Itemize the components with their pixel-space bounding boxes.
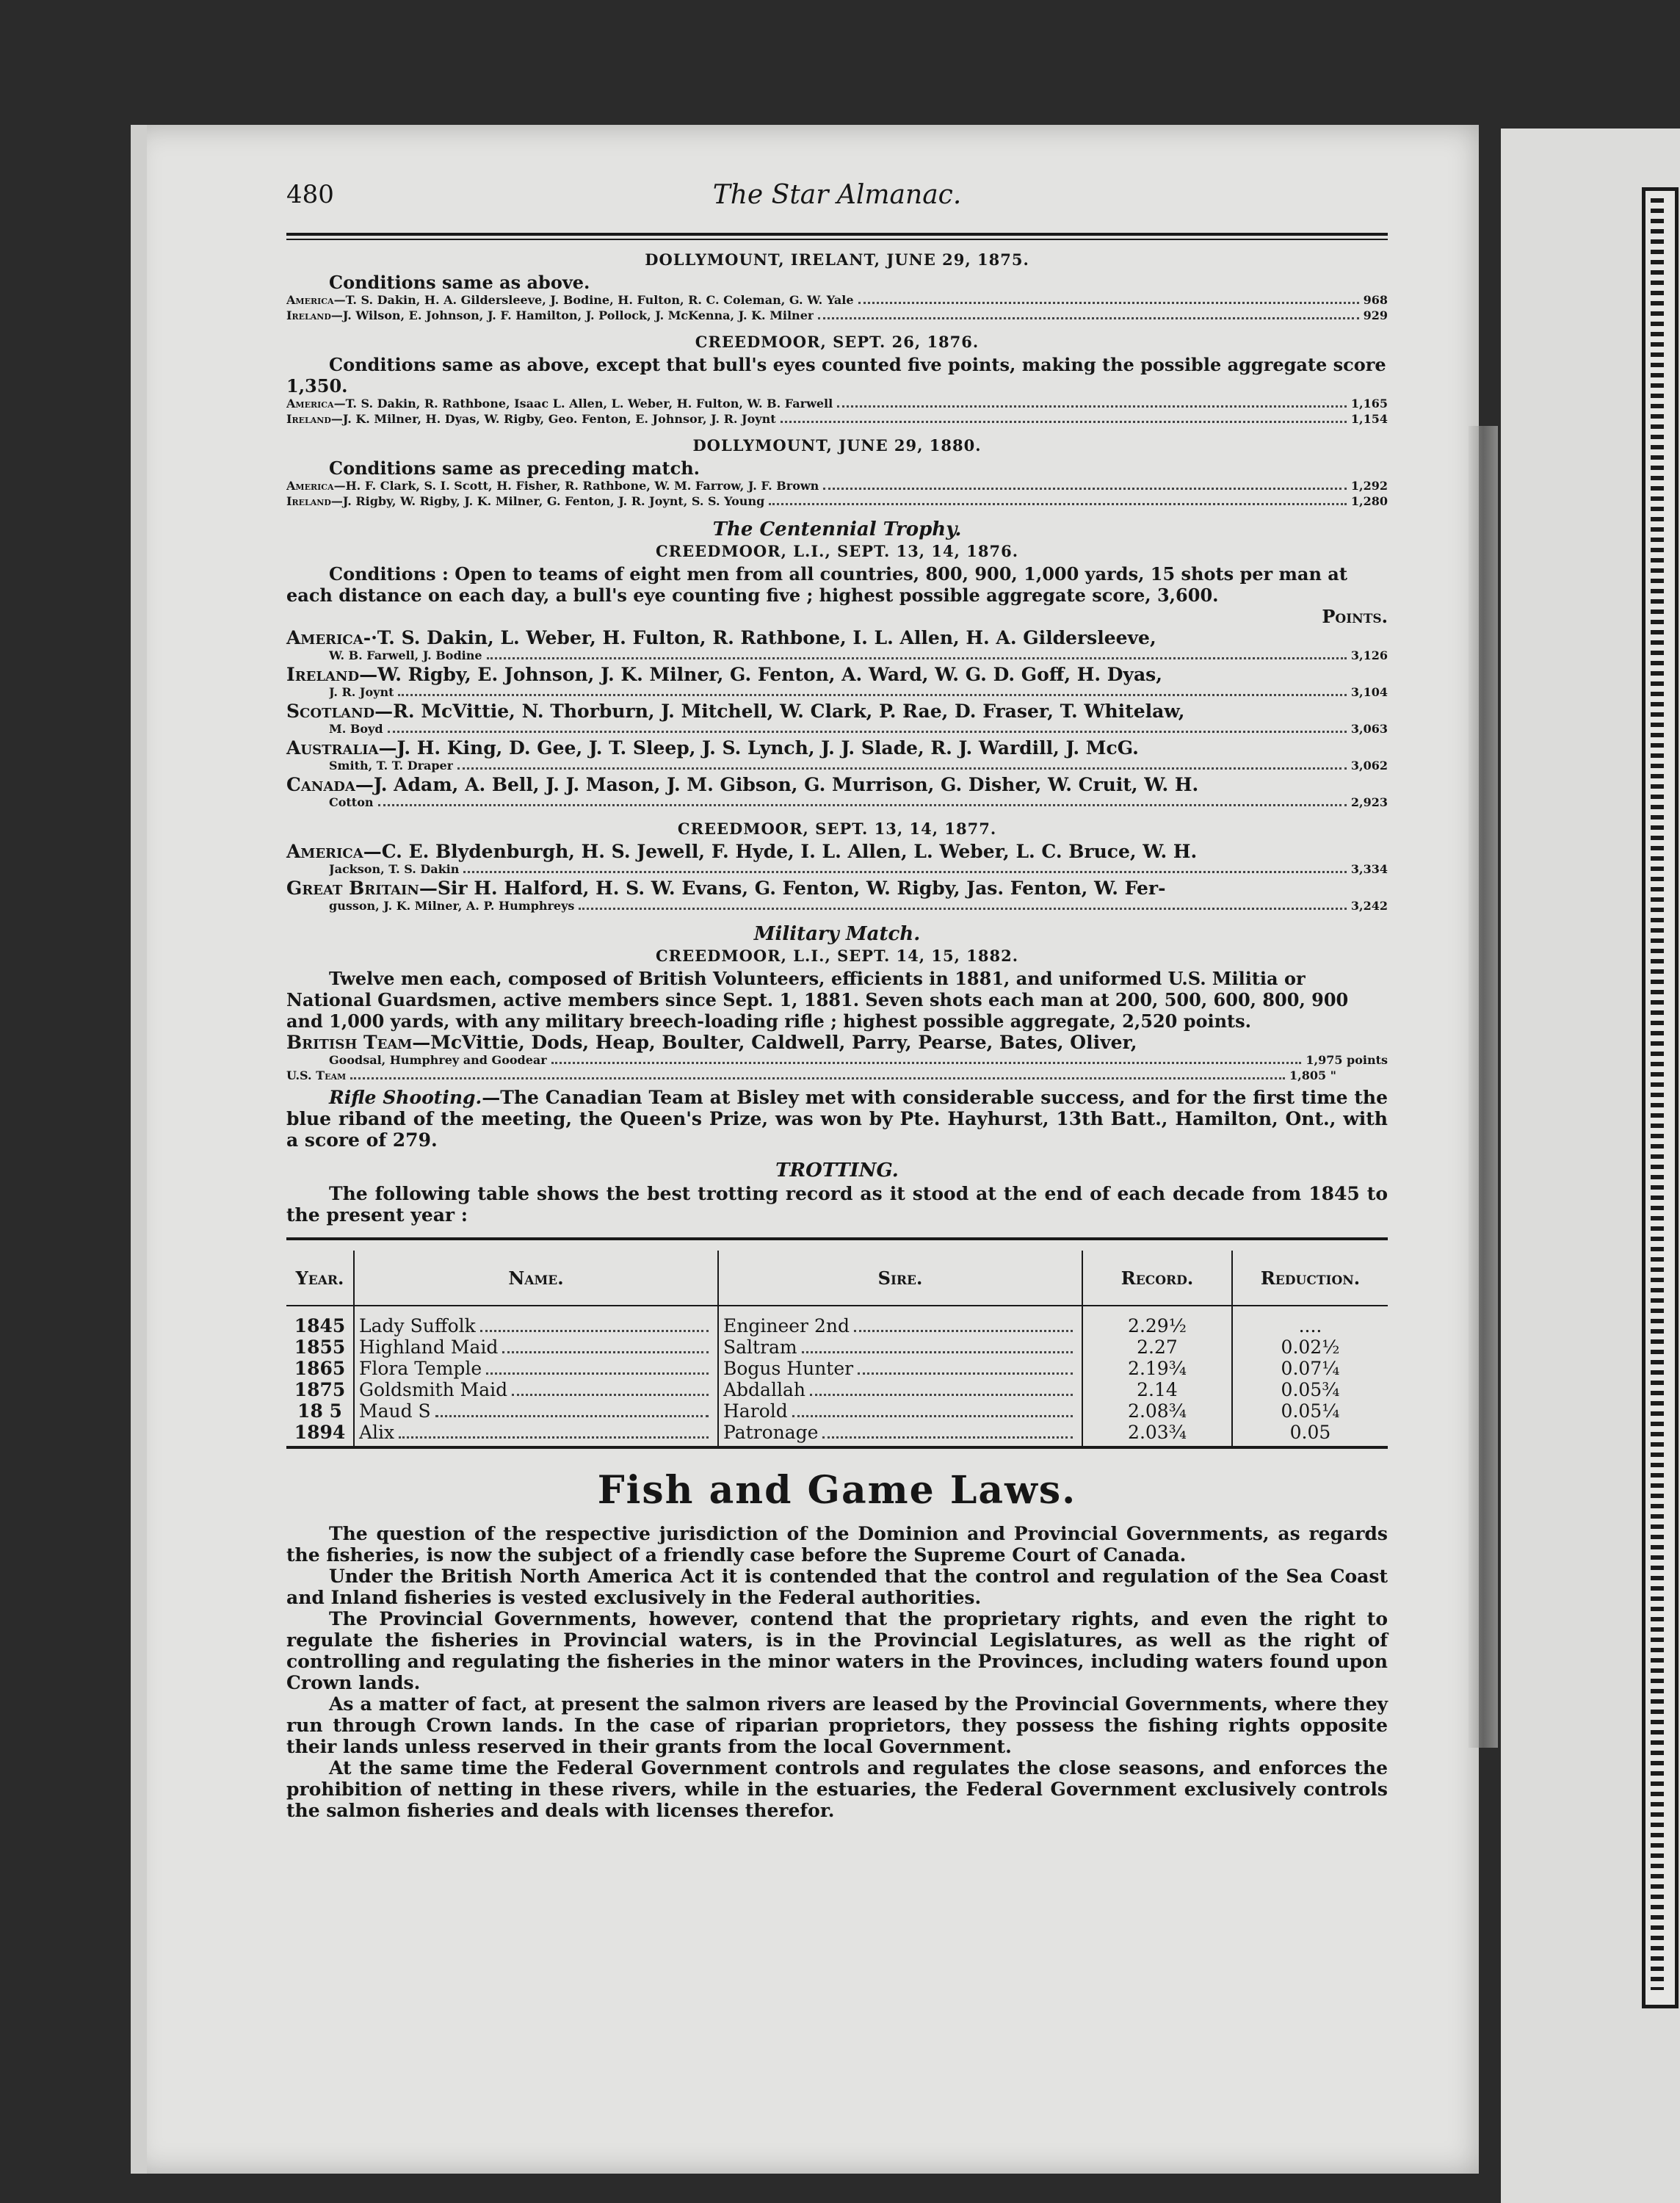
- section-title: The Centennial Trophy.: [712, 518, 962, 540]
- running-title: The Star Almanac.: [712, 180, 962, 210]
- team-score: 3,126: [1350, 648, 1388, 662]
- team-score: 2,923: [1350, 795, 1388, 809]
- team-name: Scotland: [286, 701, 375, 722]
- col-header-sire: Sire.: [718, 1251, 1082, 1306]
- cell-record: 2.29½: [1082, 1306, 1232, 1336]
- team-entry: [286, 878, 1388, 914]
- col-header-year: Year.: [286, 1251, 354, 1306]
- team-members: —J. Wilson, E. Johnson, J. F. Hamilton, J. Pollock, J. McKenna, J. K. Milner: [330, 308, 814, 322]
- facing-page-ornament: [1651, 198, 1664, 1990]
- cell-name: Goldsmith Maid: [359, 1379, 508, 1400]
- page-content: [286, 180, 1388, 1821]
- leader-dots: [350, 1077, 1285, 1079]
- leader-dots: [487, 657, 1347, 659]
- cell-year: 1865: [294, 1358, 346, 1379]
- team-score: 1,280: [1350, 494, 1388, 508]
- fish-paragraph: The question of the respective jurisdiction of the Dominion and Provincial Governments, as regards the fisheries, is now the subject of a friendly case before the Supreme Court of Canada.: [286, 1523, 1388, 1566]
- fish-game-title: Fish and Game Laws.: [597, 1468, 1077, 1513]
- team-score: 1,975 points: [1306, 1053, 1388, 1067]
- team-row: [286, 479, 1388, 494]
- cell-reduction: 0.07¼: [1232, 1358, 1388, 1379]
- team-name: Great Britain: [286, 878, 419, 899]
- cell-reduction: 0.05¾: [1232, 1379, 1388, 1400]
- cell-name: Flora Temple: [359, 1358, 482, 1379]
- cell-record: 2.19¾: [1082, 1358, 1232, 1379]
- conditions: Conditions same as preceding match.: [329, 457, 700, 479]
- section-title: TROTTING.: [775, 1160, 899, 1182]
- col-header-record: Record.: [1082, 1251, 1232, 1306]
- rifle-lead: Rifle Shooting.: [329, 1087, 482, 1108]
- page-edge: [131, 125, 147, 2174]
- fish-paragraph: As a matter of fact, at present the salmon rivers are leased by the Provincial Governments, where they run through Crown lands. In the case of riparian proprietors, they possess the fishing rights opposite their lands unless reserved in their grants from the local Government.: [286, 1693, 1388, 1757]
- team-members: —J. Rigby, W. Rigby, J. K. Milner, G. Fenton, J. R. Joynt, S. S. Young: [330, 494, 765, 508]
- cell-name: Maud S: [359, 1400, 431, 1422]
- table-row: [286, 1400, 1388, 1422]
- table-row: [286, 1306, 1388, 1336]
- team-entry: [286, 627, 1388, 664]
- cell-sire: Engineer 2nd: [723, 1315, 850, 1336]
- team-members: —T. S. Dakin, H. A. Gildersleeve, J. Bodine, H. Fulton, R. C. Coleman, G. W. Yale: [333, 293, 854, 307]
- team-entry: [286, 737, 1388, 774]
- team-members: —Sir H. Halford, H. S. W. Evans, G. Fenton, W. Rigby, Jas. Fenton, W. Fer-: [419, 878, 1166, 899]
- cell-name: Highland Maid: [359, 1336, 499, 1358]
- event-heading: DOLLYMOUNT, IRELANT, JUNE 29, 1875.: [645, 250, 1029, 269]
- team-row: [286, 308, 1388, 324]
- team-entry: [286, 701, 1388, 737]
- rifle-paragraph: [286, 1087, 1388, 1151]
- leader-dots: [551, 1062, 1302, 1064]
- table-row: [286, 1379, 1388, 1400]
- fish-paragraph: Under the British North America Act it is contended that the control and regulation of the Sea Coast and Inland fisheries is vested exclusively in the Federal authorities.: [286, 1566, 1388, 1608]
- team-entry: [286, 774, 1388, 811]
- team-score: 1,165: [1350, 397, 1388, 410]
- trotting-table: [286, 1237, 1388, 1449]
- team-name: America: [286, 479, 334, 493]
- event-heading: CREEDMOOR, SEPT. 26, 1876.: [695, 333, 980, 351]
- team-members: —J. Adam, A. Bell, J. J. Mason, J. M. Gibson, G. Murrison, G. Disher, W. Cruit, W. H.: [355, 774, 1199, 795]
- team-name: Australia: [286, 737, 379, 759]
- conditions: Conditions : Open to teams of eight men from all countries, 800, 900, 1,000 yards, 15 shots per man at each distance on each day, a bull's eye counting five ; highest possible aggregate score, 3,600.: [286, 563, 1347, 606]
- team-name: British Team: [286, 1032, 413, 1053]
- cell-year: 1845: [294, 1315, 346, 1336]
- cell-year: 1855: [294, 1336, 346, 1358]
- cell-year: 18 5: [297, 1400, 342, 1422]
- event-heading: CREEDMOOR, SEPT. 13, 14, 1877.: [677, 820, 997, 838]
- team-row: [286, 1068, 1388, 1084]
- team-members: —W. Rigby, E. Johnson, J. K. Milner, G. Fenton, A. Ward, W. G. D. Goff, H. Dyas,: [359, 664, 1162, 685]
- cell-reduction: 0.05¼: [1232, 1400, 1388, 1422]
- table-row: [286, 1422, 1388, 1446]
- team-members: —R. McVittie, N. Thorburn, J. Mitchell, W. Clark, P. Rae, D. Fraser, T. Whitelaw,: [374, 701, 1185, 722]
- cell-sire: Saltram: [723, 1336, 797, 1358]
- team-members: —T. S. Dakin, R. Rathbone, Isaac L. Allen, L. Weber, H. Fulton, W. B. Farwell: [333, 397, 833, 410]
- leader-dots: [398, 694, 1346, 696]
- page-number: 480: [286, 180, 334, 209]
- leader-dots: [823, 488, 1347, 490]
- col-header-name: Name.: [354, 1251, 718, 1306]
- team-members-cont: J. R. Joynt: [329, 685, 394, 699]
- page-header: [286, 180, 1388, 221]
- team-name: Ireland: [286, 412, 331, 426]
- cell-name: Alix: [359, 1422, 395, 1443]
- leader-dots: [769, 503, 1347, 505]
- team-score: 968: [1363, 293, 1388, 307]
- team-score: 3,242: [1350, 899, 1388, 913]
- table-row: [286, 1358, 1388, 1379]
- team-score: 1,805 ": [1289, 1068, 1336, 1082]
- team-members-cont: W. B. Farwell, J. Bodine: [329, 648, 482, 662]
- team-name: Canada: [286, 774, 355, 795]
- team-name: Ireland: [286, 664, 360, 685]
- team-name: America: [286, 841, 363, 862]
- points-label: Points.: [1322, 606, 1388, 627]
- team-score: 929: [1363, 308, 1388, 322]
- cell-year: 1894: [294, 1422, 346, 1443]
- cell-reduction: 0.05: [1232, 1422, 1388, 1446]
- leader-dots: [378, 804, 1347, 806]
- team-score: 3,063: [1350, 722, 1388, 736]
- team-row: [286, 494, 1388, 510]
- team-score: 1,292: [1350, 479, 1388, 493]
- leader-dots: [579, 908, 1347, 910]
- leader-dots: [837, 405, 1347, 408]
- team-name: America: [286, 293, 334, 307]
- team-name: America: [286, 397, 334, 410]
- rifle-text: —The Canadian Team at Bisley met with considerable success, and for the first time the blue riband of the meeting, the Queen's Prize, was won by Pte. Hayhurst, 13th Batt., Hamilton, Ont., with a score of 279.: [286, 1087, 1388, 1151]
- team-score: 1,154: [1350, 412, 1388, 426]
- team-members: —J. H. King, D. Gee, J. T. Sleep, J. S. Lynch, J. J. Slade, R. J. Wardill, J. McG.: [378, 737, 1139, 759]
- conditions: Conditions same as above.: [329, 272, 590, 293]
- leader-dots: [781, 421, 1347, 423]
- fish-paragraph: The Provincial Governments, however, contend that the proprietary rights, and even the right to regulate the fisheries in Provincial waters, is in the Provincial Legislatures, as well as the right of controlling and regulating the fisheries in the minor waters in the Provinces, including waters found upon Crown lands.: [286, 1608, 1388, 1693]
- cell-reduction: 0.02½: [1232, 1336, 1388, 1358]
- team-members: —H. F. Clark, S. I. Scott, H. Fisher, R. Rathbone, W. M. Farrow, J. F. Brown: [333, 479, 819, 493]
- cell-record: 2.27: [1082, 1336, 1232, 1358]
- team-row: [286, 397, 1388, 412]
- team-entry: [286, 664, 1388, 701]
- cell-name: Lady Suffolk: [359, 1315, 476, 1336]
- cell-sire: Patronage: [723, 1422, 819, 1443]
- event-heading: CREEDMOOR, L.I., SEPT. 14, 15, 1882.: [655, 947, 1019, 965]
- team-name: Ireland: [286, 308, 331, 322]
- header-rule-thin: [286, 239, 1388, 240]
- team-row: [286, 293, 1388, 308]
- team-name: Ireland: [286, 494, 331, 508]
- team-members-cont: Goodsal, Humphrey and Goodear: [329, 1053, 547, 1067]
- team-score: 3,062: [1350, 759, 1388, 773]
- fish-paragraph: At the same time the Federal Government controls and regulates the close seasons, and enforces the prohibition of netting in these rivers, while in the estuaries, the Federal Government exclusively controls the salmon fisheries and deals with licenses therefor.: [286, 1757, 1388, 1821]
- trotting-intro: The following table shows the best trotting record as it stood at the end of each decade from 1845 to the present year :: [286, 1183, 1388, 1226]
- team-members: —C. E. Blydenburgh, H. S. Jewell, F. Hyde, I. L. Allen, L. Weber, L. C. Bruce, W. H.: [363, 841, 1198, 862]
- col-header-reduction: Reduction.: [1232, 1251, 1388, 1306]
- conditions: Twelve men each, composed of British Volunteers, efficients in 1881, and uniformed U.S. Militia or National Guardsmen, active members since Sept. 1, 1881. Seven shots each man at 200, 500, 600, 800, 900 and 1,000 yards, with any military breech-loading rifle ; highest possible aggregate, 2,520 points.: [286, 968, 1349, 1032]
- cell-reduction: ....: [1232, 1306, 1388, 1336]
- cell-record: 2.08¾: [1082, 1400, 1232, 1422]
- leader-dots: [818, 317, 1358, 319]
- header-rule: [286, 233, 1388, 236]
- table-row: [286, 1336, 1388, 1358]
- team-members-cont: Cotton: [329, 795, 374, 809]
- section-title: Military Match.: [753, 923, 921, 945]
- leader-dots: [457, 767, 1347, 770]
- event-heading: CREEDMOOR, L.I., SEPT. 13, 14, 1876.: [655, 542, 1019, 560]
- team-row: [286, 1053, 1388, 1068]
- leader-dots: [463, 871, 1347, 873]
- conditions: Conditions same as above, except that bull's eyes counted five points, making the possible aggregate score 1,350.: [286, 354, 1386, 397]
- team-members: —J. K. Milner, H. Dyas, W. Rigby, Geo. Fenton, E. Johnsor, J. R. Joynt: [330, 412, 776, 426]
- page-fold: [1469, 426, 1498, 1748]
- team-name: U.S. Team: [286, 1068, 347, 1082]
- team-entry: [286, 841, 1388, 878]
- event-heading: DOLLYMOUNT, JUNE 29, 1880.: [692, 436, 982, 455]
- team-members-cont: Smith, T. T. Draper: [329, 759, 454, 773]
- team-members-cont: Jackson, T. S. Dakin: [329, 862, 460, 876]
- team-members-cont: gusson, J. K. Milner, A. P. Humphreys: [329, 899, 575, 913]
- cell-sire: Bogus Hunter: [723, 1358, 854, 1379]
- cell-sire: Abdallah: [723, 1379, 805, 1400]
- team-members: —McVittie, Dods, Heap, Boulter, Caldwell, Parry, Pearse, Bates, Oliver,: [412, 1032, 1137, 1053]
- team-members: -·T. S. Dakin, L. Weber, H. Fulton, R. Rathbone, I. L. Allen, H. A. Gildersleeve,: [363, 627, 1156, 648]
- leader-dots: [388, 731, 1347, 733]
- team-name: America: [286, 627, 363, 648]
- cell-year: 1875: [294, 1379, 346, 1400]
- team-row: [286, 412, 1388, 427]
- leader-dots: [858, 302, 1359, 304]
- cell-record: 2.03¾: [1082, 1422, 1232, 1446]
- team-score: 3,104: [1350, 685, 1388, 699]
- cell-sire: Harold: [723, 1400, 788, 1422]
- cell-record: 2.14: [1082, 1379, 1232, 1400]
- team-score: 3,334: [1350, 862, 1388, 876]
- team-members-cont: M. Boyd: [329, 722, 383, 736]
